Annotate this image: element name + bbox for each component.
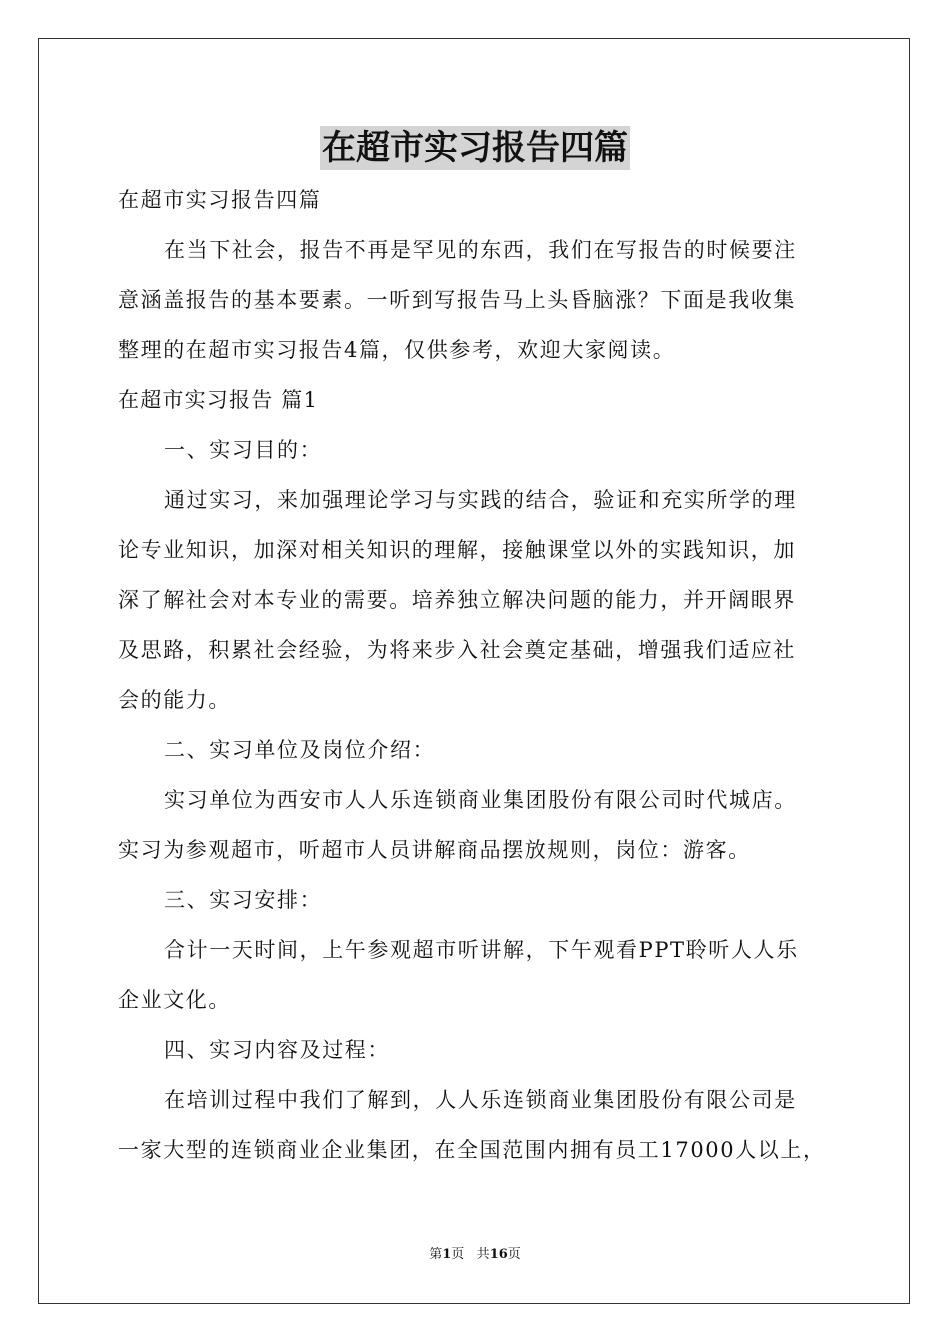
- footer-total-pages: 16: [489, 1247, 508, 1262]
- footer-page-prefix: 第: [429, 1247, 443, 1262]
- paragraph-line: 通过实习，来加强理论学习与实践的结合，验证和充实所学的理: [164, 488, 797, 512]
- footer-page-suffix: 页: [451, 1247, 465, 1262]
- document-body: [118, 175, 842, 1175]
- paragraph-line: 及思路，积累社会经验，为将来步入社会奠定基础，增强我们适应社: [118, 638, 796, 662]
- paragraph-line: 在当下社会，报告不再是罕见的东西，我们在写报告的时候要注: [164, 238, 797, 262]
- paragraph-line: 四、实习内容及过程：: [164, 1038, 390, 1062]
- page-footer: [0, 1246, 950, 1264]
- paragraph-line: 会的能力。: [118, 688, 231, 712]
- title-container: [0, 126, 950, 170]
- paragraph-line: 三、实习安排：: [164, 888, 323, 912]
- paragraph-line: 实习为参观超市，听超市人员讲解商品摆放规则，岗位：游客。: [118, 838, 751, 862]
- paragraph-line: 论专业知识，加深对相关知识的理解，接触课堂以外的实践知识，加: [118, 538, 796, 562]
- paragraph-line: 一家大型的连锁商业企业集团，在全国范围内拥有员工17000人以上，: [118, 1138, 826, 1162]
- paragraph-line: 一、实习目的：: [164, 438, 323, 462]
- section-heading: 在超市实习报告 篇1: [118, 388, 319, 412]
- paragraph-line: 企业文化。: [118, 988, 231, 1012]
- paragraph-line: 二、实习单位及岗位介绍：: [164, 738, 436, 762]
- footer-total-suffix: 页: [507, 1247, 521, 1262]
- paragraph-line: 合计一天时间，上午参观超市听讲解，下午观看PPT聆听人人乐: [164, 938, 799, 962]
- footer-page-number: 1: [442, 1247, 452, 1262]
- paragraph-line: 在培训过程中我们了解到，人人乐连锁商业集团股份有限公司是: [164, 1088, 797, 1112]
- document-subtitle: 在超市实习报告四篇: [118, 188, 322, 212]
- footer-total-prefix: 共: [476, 1247, 490, 1262]
- paragraph-line: 意涵盖报告的基本要素。一听到写报告马上头昏脑涨？下面是我收集: [118, 288, 796, 312]
- paragraph-line: 实习单位为西安市人人乐连锁商业集团股份有限公司时代城店。: [164, 788, 797, 812]
- document-title: 在超市实习报告四篇: [322, 128, 628, 168]
- paragraph-line: 整理的在超市实习报告4篇，仅供参考，欢迎大家阅读。: [118, 338, 676, 362]
- paragraph-line: 深了解社会对本专业的需要。培养独立解决问题的能力，并开阔眼界: [118, 588, 796, 612]
